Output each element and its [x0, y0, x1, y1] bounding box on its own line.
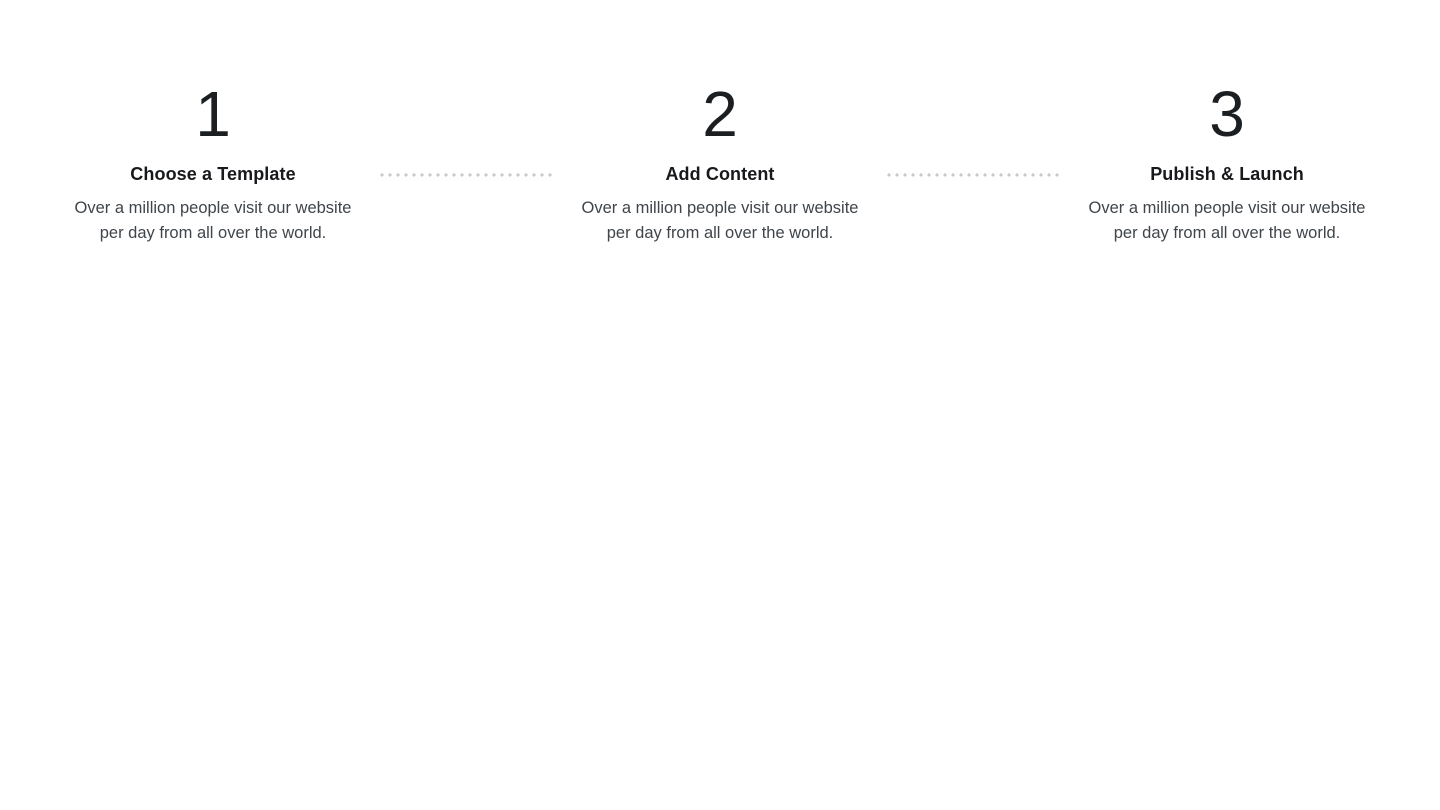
how-it-works-section — [0, 0, 1440, 246]
dotted-line — [378, 173, 556, 177]
step-description: Over a million people visit our website per day from all over the world. — [581, 198, 859, 242]
step-description: Over a million people visit our website per day from all over the world. — [1088, 198, 1366, 242]
step-item-3 — [1087, 78, 1367, 246]
step-connector-1 — [353, 82, 580, 177]
step-connector-2 — [860, 82, 1087, 177]
step-title: Publish & Launch — [1150, 164, 1304, 184]
step-item-1 — [73, 78, 353, 246]
step-title: Add Content — [665, 164, 775, 184]
step-description: Over a million people visit our website per day from all over the world. — [74, 198, 352, 242]
step-number: 1 — [195, 78, 231, 150]
step-number: 2 — [702, 78, 738, 150]
steps-row — [73, 78, 1367, 246]
dotted-line — [885, 173, 1063, 177]
step-title: Choose a Template — [130, 164, 296, 184]
step-item-2 — [580, 78, 860, 246]
step-number: 3 — [1209, 78, 1245, 150]
